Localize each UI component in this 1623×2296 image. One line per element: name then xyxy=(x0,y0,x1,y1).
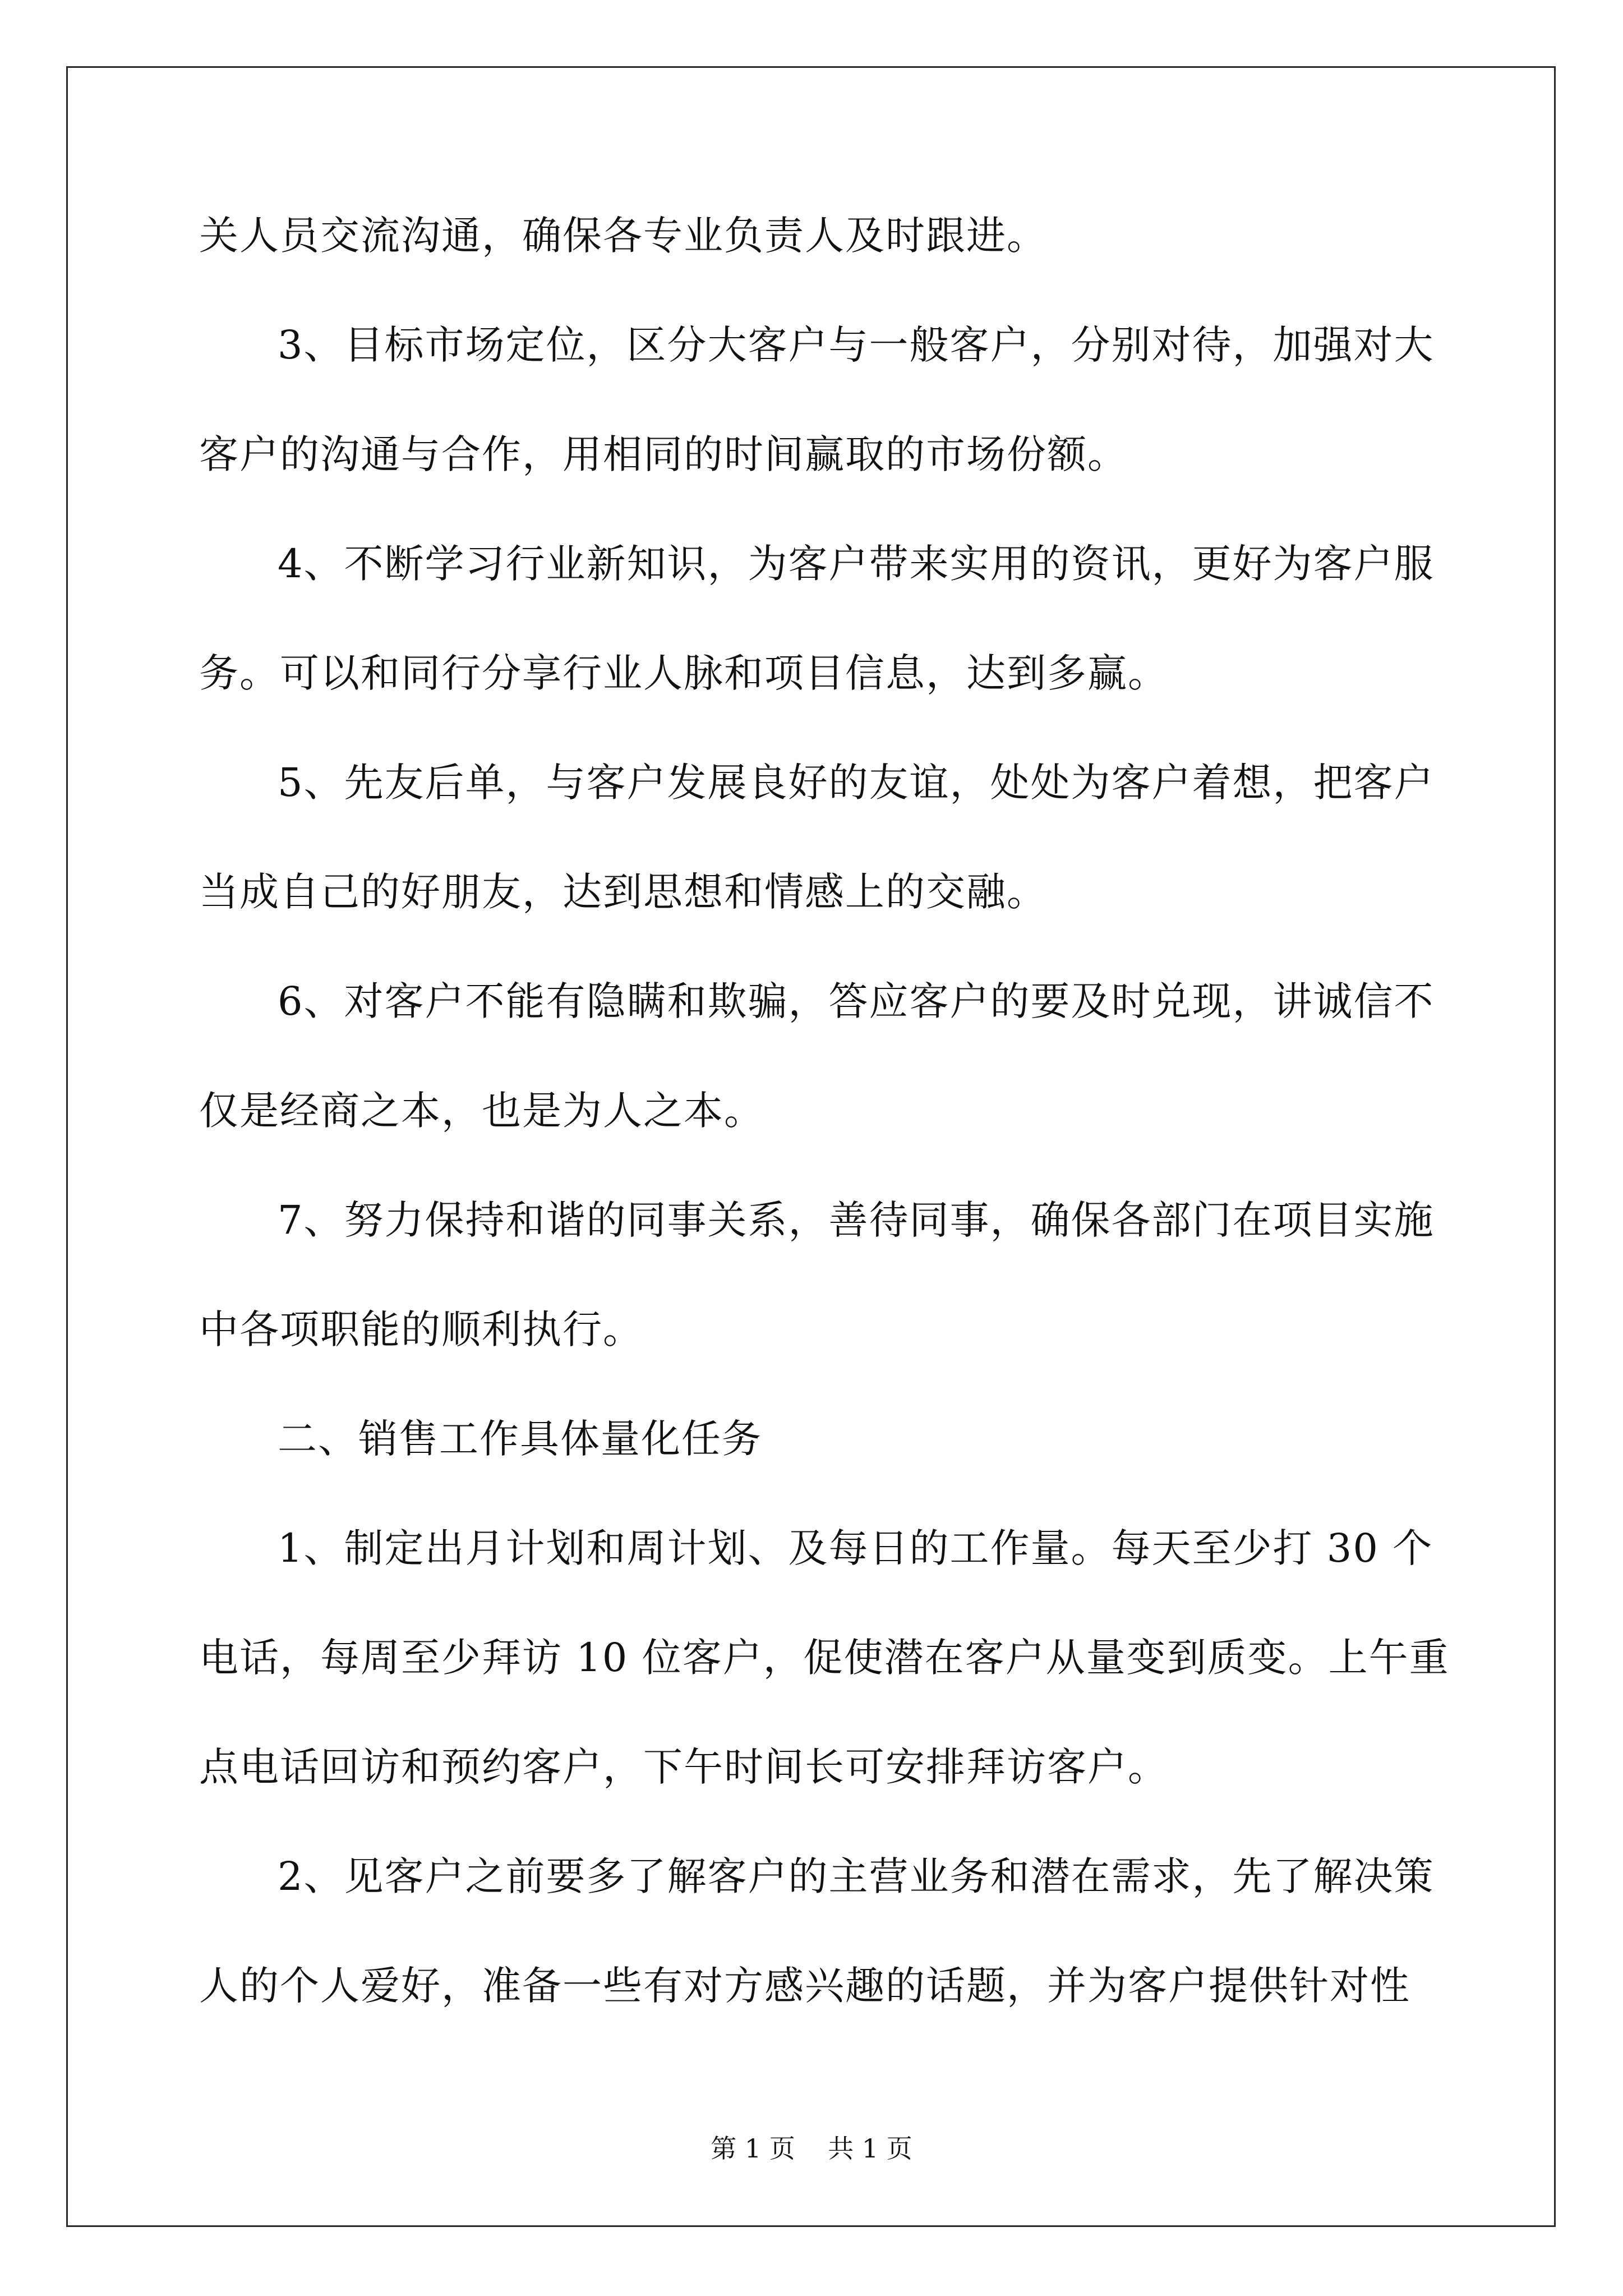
paragraph-line: 6、对客户不能有隐瞒和欺骗，答应客户的要及时兑现，讲诚信不 xyxy=(278,978,1435,1024)
paragraph-line: 仅是经商之本，也是为人之本。 xyxy=(199,1088,764,1134)
page-number-footer: 第 1 页 共 1 页 xyxy=(711,2133,912,2164)
paragraph-line: 中各项职能的顺利执行。 xyxy=(199,1306,643,1352)
paragraph-line: 点电话回访和预约客户，下午时间长可安排拜访客户。 xyxy=(199,1744,1168,1790)
paragraph-line: 电话，每周至少拜访 10 位客户，促使潜在客户从量变到质变。上午重 xyxy=(199,1635,1450,1681)
paragraph-line: 当成自己的好朋友，达到思想和情感上的交融。 xyxy=(199,869,1047,915)
paragraph-line: 务。可以和同行分享行业人脉和项目信息，达到多赢。 xyxy=(199,650,1168,696)
paragraph-line: 2、见客户之前要多了解客户的主营业务和潜在需求，先了解决策 xyxy=(278,1853,1435,1899)
paragraph-line: 人的个人爱好，准备一些有对方感兴趣的话题，并为客户提供针对性 xyxy=(199,1963,1410,2009)
paragraph-line: 5、先友后单，与客户发展良好的友谊，处处为客户着想，把客户 xyxy=(278,760,1435,806)
paragraph-line: 4、不断学习行业新知识，为客户带来实用的资讯，更好为客户服 xyxy=(278,541,1435,587)
paragraph-line: 1、制定出月计划和周计划、及每日的工作量。每天至少打 30 个 xyxy=(278,1525,1433,1571)
paragraph-line: 客户的沟通与合作，用相同的时间赢取的市场份额。 xyxy=(199,431,1128,477)
paragraph-line: 7、努力保持和谐的同事关系，善待同事，确保各部门在项目实施 xyxy=(278,1197,1435,1243)
section-heading: 二、销售工作具体量化任务 xyxy=(278,1416,762,1462)
paragraph-line: 3、目标市场定位，区分大客户与一般客户，分别对待，加强对大 xyxy=(278,322,1435,368)
paragraph-line: 关人员交流沟通，确保各专业负责人及时跟进。 xyxy=(199,213,1047,259)
